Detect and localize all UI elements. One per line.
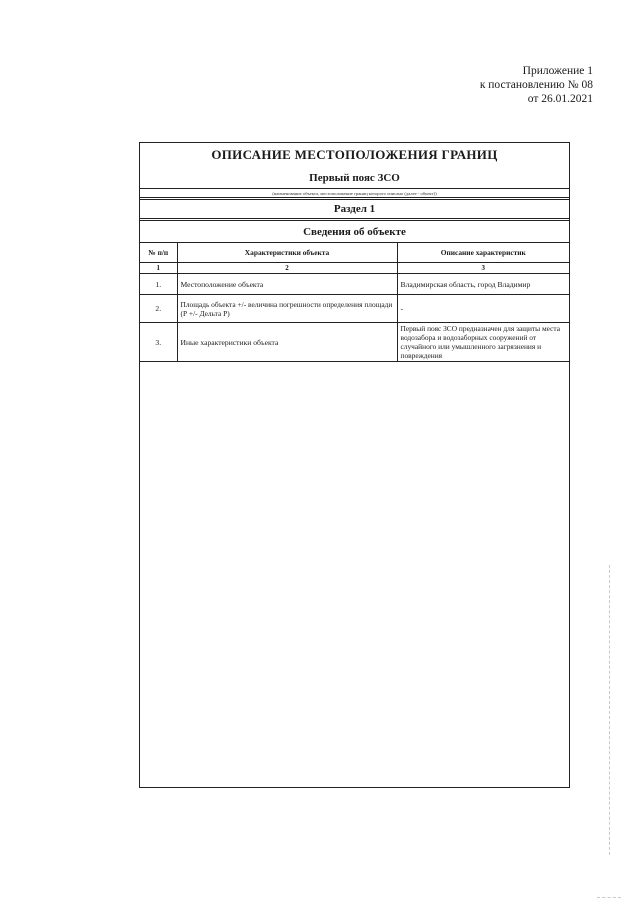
document-title: ОПИСАНИЕ МЕСТОПОЛОЖЕНИЯ ГРАНИЦ xyxy=(211,147,498,162)
column-number: 2 xyxy=(177,263,397,274)
row-characteristic: Иные характеристики объекта xyxy=(177,323,397,362)
scan-edge-mark xyxy=(609,565,611,855)
column-number-row xyxy=(140,263,569,274)
header-number: № п/п xyxy=(140,243,177,263)
section-title: Раздел 1 xyxy=(140,200,569,219)
boundary-description-form xyxy=(139,142,570,788)
zone-name: Первый пояс ЗСО xyxy=(140,167,569,189)
object-info-table xyxy=(140,242,569,362)
header-description: Описание характеристик xyxy=(397,243,569,263)
table-row xyxy=(140,295,569,323)
column-number: 1 xyxy=(140,263,177,274)
appendix-header xyxy=(480,64,593,106)
info-header: Сведения об объекте xyxy=(140,220,569,243)
table-header-row xyxy=(140,243,569,263)
header-characteristic: Характеристики объекта xyxy=(177,243,397,263)
zone-note: (наименование объекта, местоположение границ которого описано (далее - объект)) xyxy=(140,189,569,198)
appendix-line-3: от 26.01.2021 xyxy=(527,93,593,105)
row-number: 2. xyxy=(140,295,177,323)
appendix-line-2: к постановлению № 08 xyxy=(479,79,593,91)
row-description: Первый пояс ЗСО предназначен для защиты места водозабора и водозаборных сооружений от случайного или умышленного загрязнения и повреждения xyxy=(397,323,569,362)
row-characteristic: Площадь объекта +/- величина погрешности определения площади (Р +/- Дельта Р) xyxy=(177,295,397,323)
row-characteristic: Местоположение объекта xyxy=(177,274,397,295)
column-number: 3 xyxy=(397,263,569,274)
row-description: Владимирская область, город Владимир xyxy=(397,274,569,295)
table-row xyxy=(140,323,569,362)
row-description: - xyxy=(397,295,569,323)
row-number: 1. xyxy=(140,274,177,295)
scan-edge-mark xyxy=(597,897,621,899)
table-row xyxy=(140,274,569,295)
row-number: 3. xyxy=(140,323,177,362)
appendix-line-1: Приложение 1 xyxy=(522,65,593,77)
